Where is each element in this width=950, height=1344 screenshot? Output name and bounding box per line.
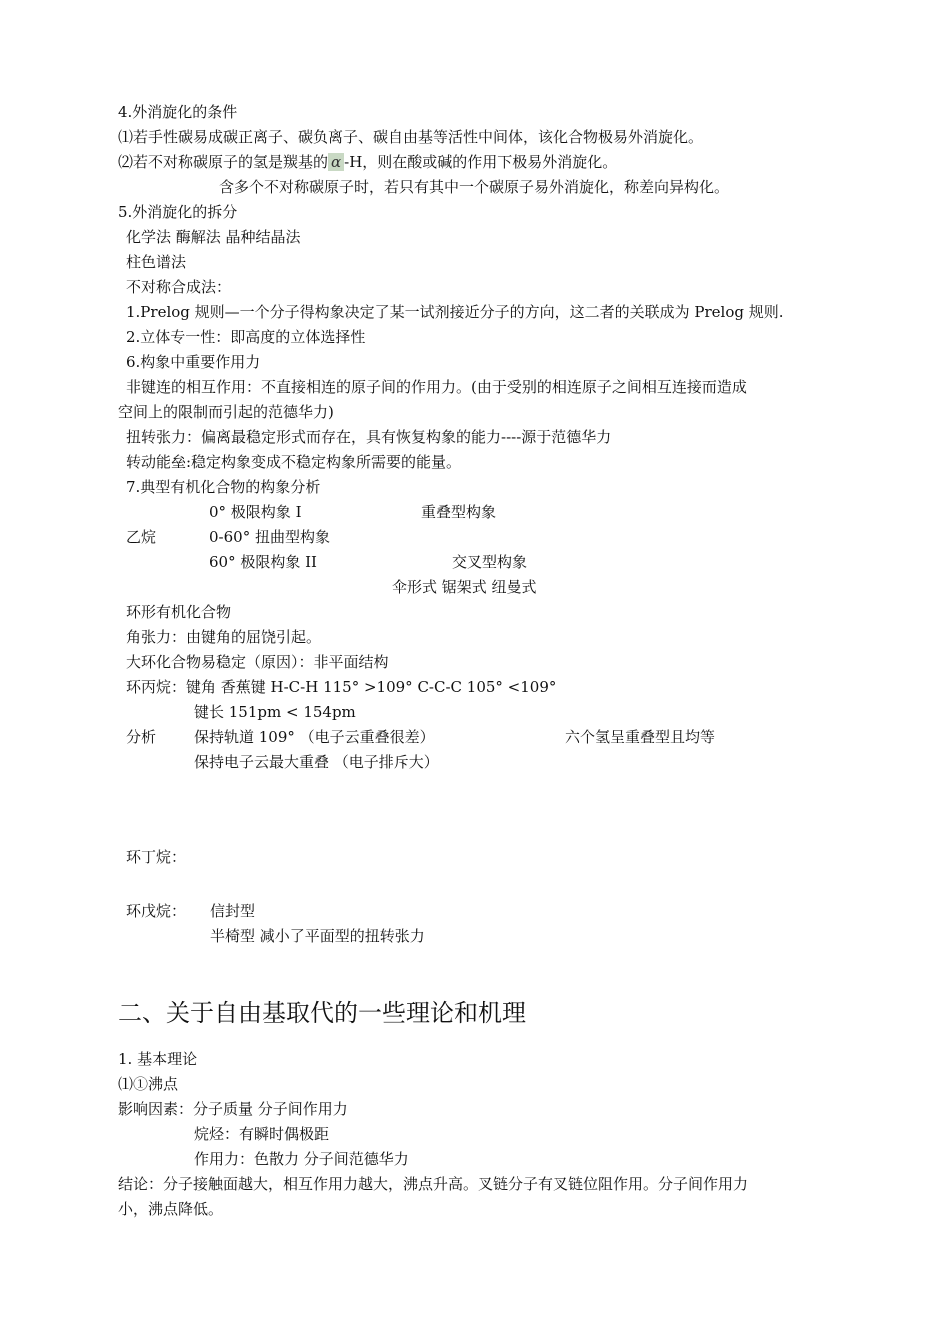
alpha-symbol: α	[328, 153, 344, 171]
half-chair-conformation: 半椅型 减小了平面型的扭转张力	[210, 927, 425, 945]
macrocycle-stability: 大环化合物易稳定（原因）：非平面结构	[126, 653, 389, 671]
part-2-heading: 二、关于自由基取代的一些理论和机理	[118, 999, 526, 1027]
rotational-barrier: 转动能垒:稳定构象变成不稳定构象所需要的能量。	[126, 453, 462, 471]
projection-formulas: 伞形式 锯架式 纽曼式	[392, 578, 537, 596]
nonbonded-interaction-cont: 空间上的限制而引起的范德华力)	[118, 403, 334, 421]
alkane-dipole: 烷烃：有瞬时偶极距	[194, 1125, 330, 1143]
ethane-row-2: 0-60° 扭曲型构象	[209, 528, 330, 546]
section-6-title: 6.构象中重要作用力	[126, 353, 261, 371]
analysis-line-1: 保持轨道 109° （电子云重叠很差）	[194, 728, 435, 746]
envelope-conformation: 信封型	[210, 902, 256, 920]
section-5-title: 5.外消旋化的拆分	[118, 203, 238, 221]
influencing-factors: 影响因素：分子质量 分子间作用力	[118, 1100, 348, 1118]
conclusion-cont: 小，沸点降低。	[118, 1200, 224, 1218]
angle-strain: 角张力：由键角的屈饶引起。	[126, 628, 322, 646]
conclusion: 结论：分子接触面越大，相互作用力越大，沸点升高。叉链分子有叉链位阻作用。分子间作用力	[118, 1175, 749, 1193]
nonbonded-interaction: 非键连的相互作用：不直接相连的原子间的作用力。(由于受别的相连原子之间相互连接而造成	[126, 378, 747, 396]
resolution-methods-1: 化学法 酶解法 晶种结晶法	[126, 228, 301, 246]
prelog-rule: 1.Prelog 规则—一个分子得构象决定了某一试剂接近分子的方向，这二者的关联成为 Prelog 规则.	[126, 303, 784, 321]
asymmetric-synthesis: 不对称合成法：	[126, 278, 232, 296]
section-4-title: 4.外消旋化的条件	[118, 103, 238, 121]
ethane-label: 乙烷	[126, 528, 157, 546]
section-4-epimerization: 含多个不对称碳原子时，若只有其中一个碳原子易外消旋化，称差向异构化。	[219, 178, 730, 196]
section-4-condition-1: ⑴若手性碳易成碳正离子、碳负离子、碳自由基等活性中间体，该化合物极易外消旋化。	[118, 128, 704, 146]
section-7-title: 7.典型有机化合物的构象分析	[126, 478, 321, 496]
cyclopropane-bond-length: 键长 151pm < 154pm	[194, 703, 356, 721]
condition-2-text-b: -H，则在酸或碱的作用下极易外消旋化。	[344, 153, 618, 171]
cyclobutane-label: 环丁烷：	[126, 848, 187, 866]
staggered-conformation: 交叉型构象	[452, 553, 528, 571]
condition-2-text-a: ⑵若不对称碳原子的氢是羰基的	[118, 153, 329, 171]
cyclopropane-angles: 环丙烷：键角 香蕉键 H-C-H 115° >109° C-C-C 105° <109°	[126, 678, 557, 696]
analysis-note: 六个氢呈重叠型且均等	[565, 728, 716, 746]
ethane-row-1: 0° 极限构象 I	[209, 503, 302, 521]
section-4-condition-2	[118, 152, 617, 172]
force-types: 作用力：色散力 分子间范德华力	[194, 1150, 409, 1168]
eclipsed-conformation: 重叠型构象	[421, 503, 497, 521]
cyclopentane-label: 环戊烷：	[126, 902, 187, 920]
ethane-row-3: 60° 极限构象 II	[209, 553, 317, 571]
analysis-label: 分析	[126, 728, 157, 746]
analysis-line-2: 保持电子云最大重叠 （电子排斥大）	[194, 753, 439, 771]
stereospecificity: 2.立体专一性：即高度的立体选择性	[126, 328, 366, 346]
boiling-point: ⑴①沸点	[118, 1075, 179, 1093]
resolution-methods-2: 柱色谱法	[126, 253, 187, 271]
torsional-strain: 扭转张力：偏离最稳定形式而存在，具有恢复构象的能力----源于范德华力	[126, 428, 612, 446]
cyclic-compounds: 环形有机化合物	[126, 603, 232, 621]
basic-theory: 1. 基本理论	[118, 1050, 198, 1068]
